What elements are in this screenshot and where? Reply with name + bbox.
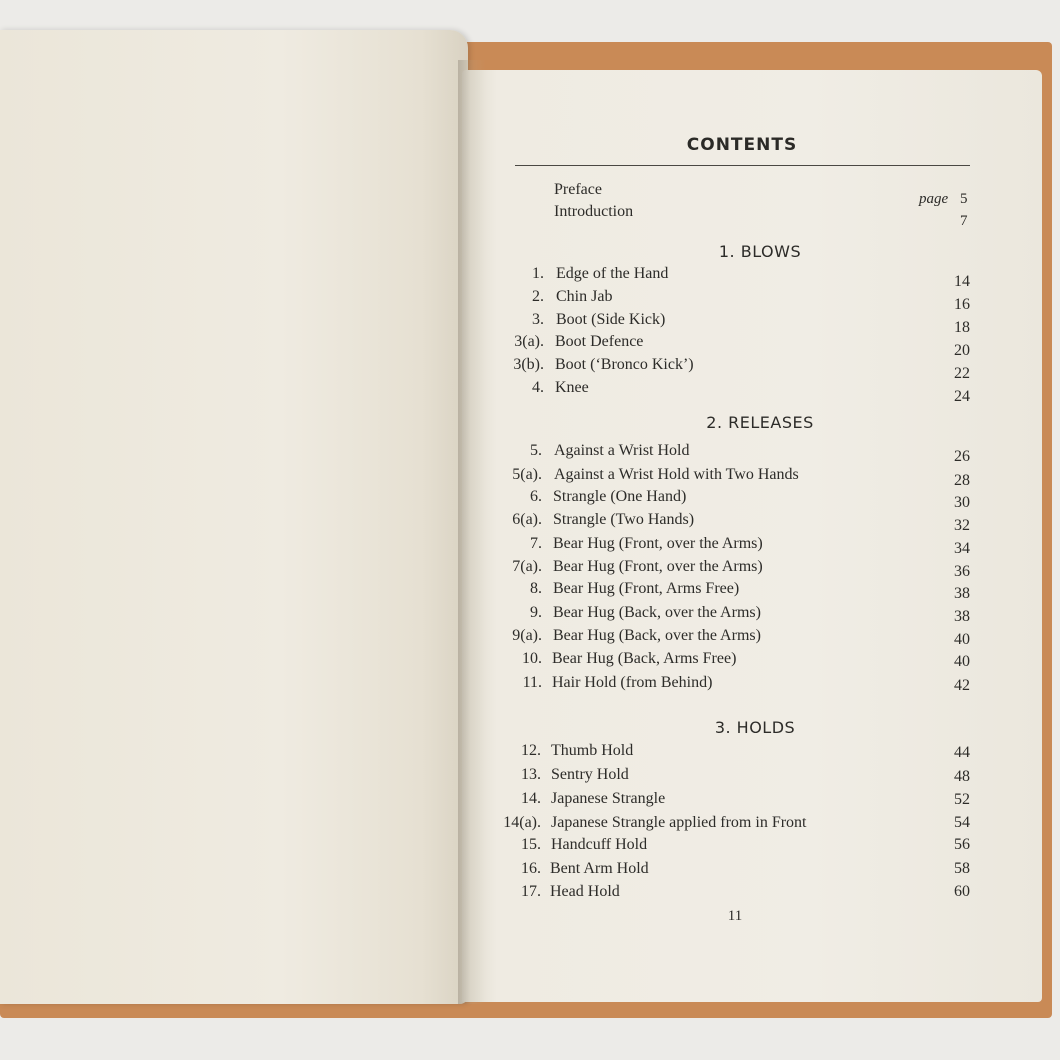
entry-label: Thumb Hold bbox=[551, 742, 634, 759]
section-heading-releases: 2. RELEASES bbox=[706, 413, 814, 432]
entry-page: 24 bbox=[954, 388, 970, 405]
introduction-page: 7 bbox=[960, 213, 968, 229]
entry-label: Hair Hold (from Behind) bbox=[552, 674, 713, 691]
toc-entry bbox=[0, 814, 1060, 834]
toc-entry bbox=[0, 604, 1060, 624]
entry-page: 18 bbox=[954, 319, 970, 336]
page-title: CONTENTS bbox=[686, 135, 798, 155]
entry-page: 36 bbox=[954, 563, 970, 580]
toc-entry bbox=[0, 288, 1060, 313]
entry-number: 7. bbox=[530, 535, 542, 552]
entry-label: Bear Hug (Front, over the Arms) bbox=[553, 535, 763, 552]
entry-number: 15. bbox=[521, 836, 541, 853]
entry-page: 38 bbox=[954, 585, 970, 602]
entry-page: 42 bbox=[954, 677, 970, 694]
entry-number: 5. bbox=[530, 442, 542, 459]
entry-label: Bear Hug (Back, Arms Free) bbox=[552, 650, 737, 667]
entry-label: Boot Defence bbox=[555, 333, 644, 350]
toc-entry bbox=[0, 333, 1060, 359]
entry-label: Bear Hug (Back, over the Arms) bbox=[553, 604, 761, 621]
entry-number: 13. bbox=[521, 766, 541, 783]
entry-number: 3(a). bbox=[514, 333, 544, 350]
entry-page: 22 bbox=[954, 365, 970, 382]
toc-entry bbox=[0, 836, 1060, 856]
entry-page: 16 bbox=[954, 296, 970, 313]
toc-entry bbox=[0, 511, 1060, 534]
entry-number: 14(a). bbox=[503, 814, 541, 831]
entry-number: 4. bbox=[532, 379, 544, 396]
entry-page: 60 bbox=[954, 883, 970, 900]
section-heading-blows: 1. BLOWS bbox=[718, 242, 802, 261]
entry-number: 6. bbox=[530, 488, 542, 505]
entry-label: Against a Wrist Hold bbox=[554, 442, 690, 459]
section-heading-holds: 3. HOLDS bbox=[714, 718, 796, 737]
entry-label: Japanese Strangle applied from in Front bbox=[551, 814, 807, 831]
entry-number: 14. bbox=[521, 790, 541, 807]
entry-number: 11. bbox=[522, 674, 542, 691]
entry-number: 3. bbox=[532, 311, 544, 328]
entry-number: 2. bbox=[532, 288, 544, 305]
toc-entry bbox=[0, 674, 1060, 694]
toc-entry bbox=[0, 379, 1060, 405]
entry-page: 38 bbox=[954, 608, 970, 625]
entry-page: 52 bbox=[954, 791, 970, 808]
entry-page: 28 bbox=[954, 472, 970, 489]
toc-entry bbox=[0, 356, 1060, 382]
toc-entry bbox=[0, 742, 1060, 762]
entry-label: Edge of the Hand bbox=[556, 265, 669, 282]
entry-page: 30 bbox=[954, 494, 970, 511]
entry-number: 3(b). bbox=[513, 356, 544, 373]
entry-page: 48 bbox=[954, 768, 970, 785]
entry-page: 54 bbox=[954, 814, 970, 831]
entry-page: 40 bbox=[954, 631, 970, 648]
entry-label: Chin Jab bbox=[556, 288, 613, 305]
toc-entry bbox=[0, 627, 1060, 647]
entry-page: 40 bbox=[954, 653, 970, 670]
entry-page: 32 bbox=[954, 517, 970, 534]
toc-entry bbox=[0, 650, 1060, 670]
preface-page: 5 bbox=[960, 191, 968, 207]
page-number: 11 bbox=[727, 908, 743, 924]
toc-entry bbox=[0, 535, 1060, 555]
entry-page: 56 bbox=[954, 836, 970, 853]
entry-number: 9(a). bbox=[512, 627, 542, 644]
entry-label: Against a Wrist Hold with Two Hands bbox=[554, 466, 799, 483]
entry-label: Strangle (Two Hands) bbox=[553, 511, 695, 528]
toc-entry bbox=[0, 790, 1060, 810]
entry-label: Knee bbox=[555, 379, 589, 396]
entry-number: 7(a). bbox=[512, 558, 542, 575]
entry-number: 16. bbox=[521, 860, 541, 877]
title-rule bbox=[515, 165, 970, 166]
entry-number: 6(a). bbox=[512, 511, 542, 528]
entry-label: Sentry Hold bbox=[551, 766, 629, 783]
toc-entry bbox=[0, 466, 1060, 489]
toc-entry bbox=[0, 580, 1060, 600]
toc-entry bbox=[0, 766, 1060, 786]
entry-label: Strangle (One Hand) bbox=[553, 488, 687, 505]
introduction-label: Introduction bbox=[554, 203, 634, 220]
entry-page: 44 bbox=[954, 744, 970, 761]
entry-number: 9. bbox=[530, 604, 542, 621]
preface-label: Preface bbox=[554, 181, 602, 198]
toc-entry bbox=[0, 860, 1060, 880]
entry-number: 5(a). bbox=[512, 466, 542, 483]
toc-entry bbox=[0, 488, 1060, 511]
entry-label: Bear Hug (Front, over the Arms) bbox=[553, 558, 763, 575]
entry-label: Boot (‘Bronco Kick’) bbox=[555, 356, 694, 373]
entry-number: 12. bbox=[521, 742, 541, 759]
page-word: page bbox=[919, 191, 949, 207]
toc-entry bbox=[0, 265, 1060, 290]
entry-page: 26 bbox=[954, 448, 970, 465]
entry-label: Japanese Strangle bbox=[551, 790, 666, 807]
entry-page: 34 bbox=[954, 540, 970, 557]
entry-page: 58 bbox=[954, 860, 970, 877]
entry-page: 20 bbox=[954, 342, 970, 359]
entry-number: 17. bbox=[521, 883, 541, 900]
entry-label: Head Hold bbox=[550, 883, 620, 900]
entry-label: Bent Arm Hold bbox=[550, 860, 649, 877]
toc-entry bbox=[0, 883, 1060, 903]
toc-entry bbox=[0, 442, 1060, 465]
entry-label: Handcuff Hold bbox=[551, 836, 648, 853]
toc-entry bbox=[0, 311, 1060, 336]
entry-number: 10. bbox=[522, 650, 542, 667]
entry-page: 14 bbox=[954, 273, 970, 290]
entry-label: Bear Hug (Front, Arms Free) bbox=[553, 580, 740, 597]
entry-number: 1. bbox=[532, 265, 544, 282]
entry-label: Bear Hug (Back, over the Arms) bbox=[553, 627, 761, 644]
entry-number: 8. bbox=[530, 580, 542, 597]
toc-entry bbox=[0, 558, 1060, 578]
entry-label: Boot (Side Kick) bbox=[556, 311, 666, 328]
